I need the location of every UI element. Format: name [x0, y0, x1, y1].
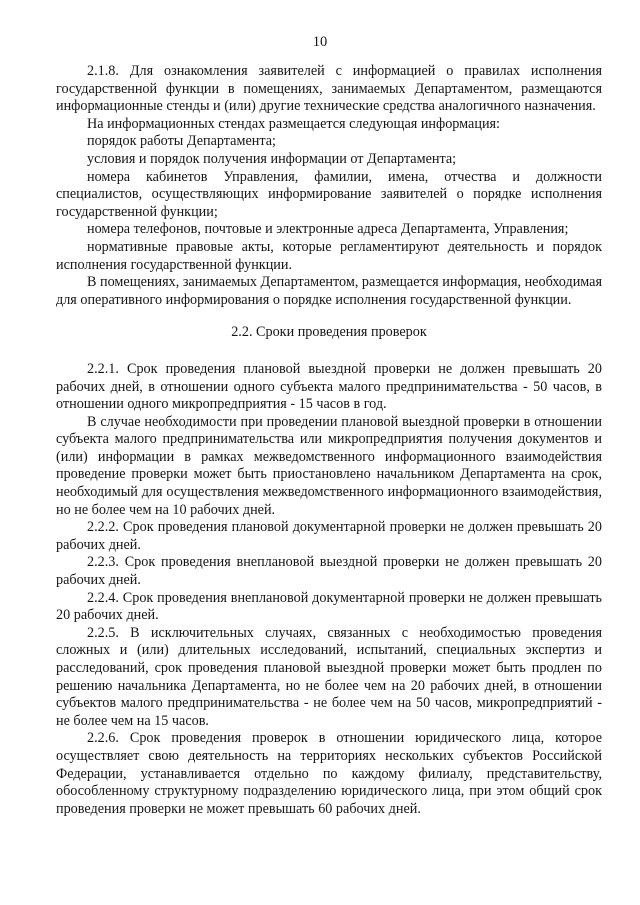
paragraph: 2.2.5. В исключительных случаях, связанных с необходимостью проведения сложных и (или) длительных исследований, испытаний, специальных экспертиз и расследований, срок проведения плановой выездной проверки может быть продлен по решению начальника Департамента, но не более чем на 20 рабочих дней, в отношении субъектов малого предпринимательства - не более чем на 50 часов, микропредприятий - не более чем на 15 часов. [56, 624, 602, 729]
list-item: номера кабинетов Управления, фамилии, имена, отчества и должности специалистов, осуществляющих информирование заявителей о порядке исполнения государственной функции; [56, 168, 602, 220]
list-item: номера телефонов, почтовые и электронные адреса Департамента, Управления; [87, 221, 569, 238]
paragraph: 2.2.3. Срок проведения внеплановой выездной проверки не должен превышать 20 рабочих дней. [56, 554, 602, 589]
section-2-2 [56, 361, 602, 818]
section-2-1-8 [56, 63, 602, 309]
list-item: порядок работы Департамента; [87, 133, 276, 150]
paragraph: 2.1.8. Для ознакомления заявителей с информацией о правилах исполнения государственной функции в помещениях, занимаемых Департаментом, размещаются информационные стенды и (или) другие технические средства аналогичного назначения. [56, 63, 602, 115]
list-item: условия и порядок получения информации от Департамента; [87, 150, 457, 167]
document-body [56, 63, 602, 818]
paragraph: 2.2.2. Срок проведения плановой документарной проверки не должен превышать 20 рабочих дней. [56, 519, 602, 553]
paragraph: На информационных стендах размещается следующая информация: [87, 115, 501, 132]
page-number: 10 [312, 34, 328, 50]
paragraph: 2.2.1. Срок проведения плановой выездной проверки не должен превышать 20 рабочих дней, в отношении одного субъекта малого предпринимательства - 50 часов, в отношении одного микропредприятия - 15 часов в год. [56, 360, 602, 413]
paragraph: В случае необходимости при проведении плановой выездной проверки в отношении субъекта малого предпринимательства или микропредприятия получения документов и (или) информации в рамках межведомственного информационного взаимодействия проведение проверки может быть приостановлено начальником Департамента на срок, необходимый для осуществления межведомственного информационного взаимодействия, но не более чем на 10 рабочих дней. [56, 413, 602, 518]
paragraph: 2.2.4. Срок проведения внеплановой документарной проверки не должен превышать 20 рабочих дней. [56, 589, 602, 624]
paragraph: В помещениях, занимаемых Департаментом, размещается информация, необходимая для оперативного информирования о порядке исполнения государственной функции. [56, 274, 603, 308]
paragraph: 2.2.6. Срок проведения проверок в отношении юридического лица, которое осуществляет свою деятельность на территориях нескольких субъектов Российской Федерации, устанавливается отдельно по каждому филиалу, представительству, обособленному структурному подразделению юридического лица, при этом общий срок проведения проверки не может превышать 60 рабочих дней. [56, 730, 602, 817]
list-item: нормативные правовые акты, которые регламентируют деятельность и порядок исполнения государственной функции. [56, 238, 602, 273]
section-heading: 2.2. Сроки проведения проверок [231, 324, 427, 341]
